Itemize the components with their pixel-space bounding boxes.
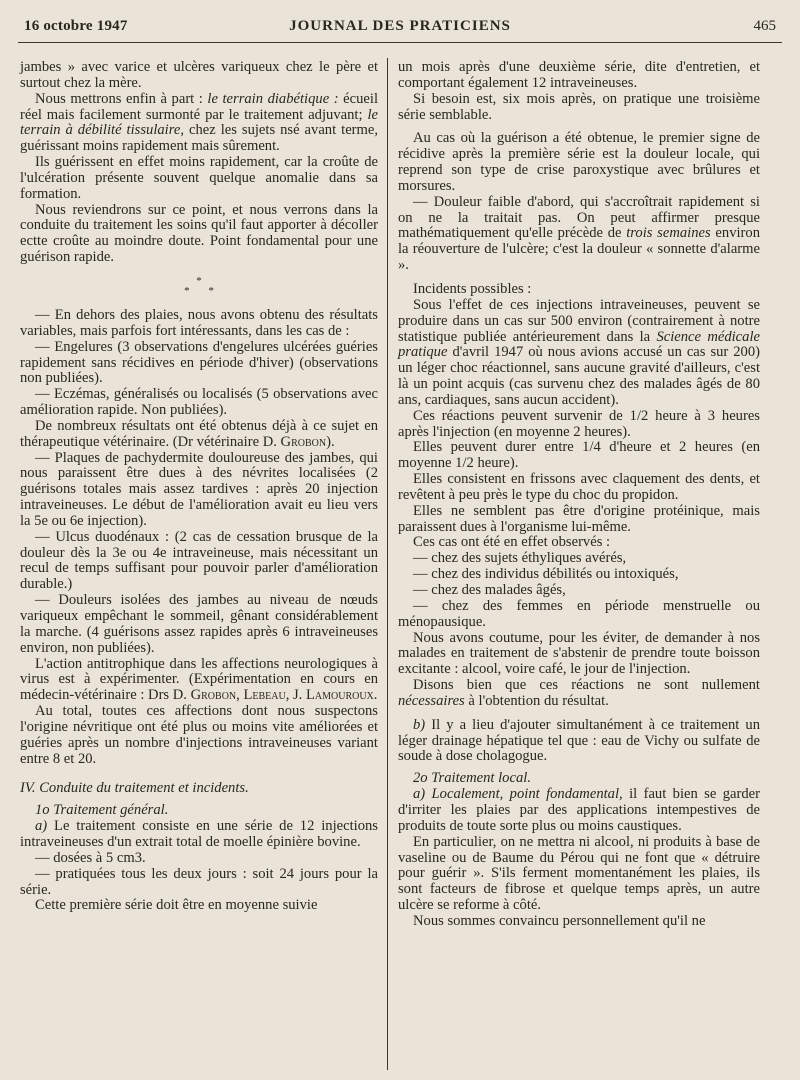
paragraph: — Plaques de pachydermite douloureuse des jambes, qui nous paraissent être dues à des névrites localisées (2 guérisons totales mais assez tardives : après 20 injection intraveineuses. Le début de l'amélioration avait eu lieu vers la 5e ou 6e injection). — [20, 449, 378, 529]
column-divider — [387, 58, 388, 1070]
paragraph: a) Le traitement consiste en une série de 12 injections intraveineuses d'un extrait total de moelle épinière bovine. — [20, 818, 378, 850]
paragraph: — Douleur faible d'abord, qui s'accroîtrait rapidement si on ne la traitait pas. On peut affirmer presque mathématiquement qu'elle précède de trois semaines environ la réouverture de l'ulcère; c'est la douleur « sonnette d'alarme ». — [398, 193, 761, 274]
header-date: 16 octobre 1947 — [24, 18, 128, 34]
list-item: — chez des individus débilités ou intoxiqués, — [413, 566, 679, 583]
paragraph: Nous sommes convaincu personnellement qu'il ne — [413, 912, 706, 929]
subsection-heading: 2o Traitement local. — [413, 770, 531, 787]
paragraph: — En dehors des plaies, nous avons obtenu des résultats variables, mais parfois fort intéressants, dans les cas de : — [20, 306, 378, 339]
paragraph: a) Localement, point fondamental, il faut bien se garder d'irriter les plaies par des applications intempestives de produits de toute sorte plus ou moins caustiques. — [398, 786, 760, 834]
paragraph: — Ulcus duodénaux : (2 cas de cessation brusque de la douleur dès la 3e ou 4e intraveineuse, mais nécessitant un recul de temps suffisant pour pouvoir parler d'amélioration durable.) — [20, 528, 378, 593]
page-header — [18, 14, 782, 40]
paragraph: — Engelures (3 observations d'engelures ulcérées guéries rapidement sans récidives en période d'hiver) (observations non publiées). — [20, 338, 378, 387]
paragraph: Sous l'effet de ces injections intraveineuses, peuvent se produire dans un cas sur 500 environ (contrairement à notre statistique publiée antérieurement dans la Science médicale pratique d'avril 1947 où nous avions accusé un cas sur 200) un léger choc réactionnel, sans aucune gravité d'ailleurs, c'est là un point acquis (cas survenu chez des malades âgés de 80 ans, cardiaques, sans aucun accident). — [398, 296, 760, 408]
paragraph: En particulier, on ne mettra ni alcool, ni produits à base de vaseline ou de Baume du Pérou qui ne font que « détruire pour guérir ». S'ils ferment momentanément les plaies, ils sont facteurs de fibrose et quelque temps après, un autre ulcère se reforme à côté. — [398, 833, 760, 914]
paragraph: — Douleurs isolées des jambes au niveau de nœuds variqueux empêchant le sommeil, gênant considérablement la marche. (4 guérisons assez rapides après 6 intraveineuses environ, non publiées). — [20, 592, 378, 656]
paragraph: — pratiquées tous les deux jours : soit 24 jours pour la série. — [20, 865, 378, 898]
paragraph: Nous reviendrons sur ce point, et nous verrons dans la conduite du traitement les soins qu'il faut apporter à décoller ectte croûte au moindre doute. Point fondamental pour une guérison rapide. — [20, 201, 378, 266]
paragraph: Elles peuvent durer entre 1/4 d'heure et 2 heures (en moyenne 1/2 heure). — [398, 439, 760, 472]
list-item: — chez des femmes en période menstruelle ou ménopausique. — [398, 597, 760, 630]
paragraph: Ces réactions peuvent survenir de 1/2 heure à 3 heures après l'injection (en moyenne 2 heures). — [398, 407, 760, 440]
paragraph: — Eczémas, généralisés ou localisés (5 observations avec amélioration rapide. Non publiées). — [20, 386, 378, 419]
paragraph: Cette première série doit être en moyenne suivie — [35, 897, 318, 914]
paragraph: Ils guérissent en effet moins rapidement, car la croûte de l'ulcération présente souvent quelque anomalie dans sa formation. — [20, 154, 378, 202]
paragraph: b) Il y a lieu d'ajouter simultanément à ce traitement un léger drainage hépatique tel que : eau de Vichy ou sulfate de soude à dose cholagogue. — [398, 716, 760, 765]
header-page-number: 465 — [753, 18, 776, 34]
paragraph: un mois après d'une deuxième série, dite d'entretien, et comportant également 12 intraveineuses. — [398, 59, 760, 91]
subsection-heading: 1o Traitement général. — [35, 802, 169, 819]
paragraph: Ces cas ont été en effet observés : — [413, 534, 611, 551]
right-column — [398, 60, 760, 930]
section-heading: IV. Conduite du traitement et incidents. — [20, 780, 249, 797]
list-item: — chez des sujets éthyliques avérés, — [413, 550, 627, 567]
paragraph: Elles consistent en frissons avec claquement des dents, et revêtent à peu près le type du choc du propidon. — [398, 471, 760, 503]
paragraph: Nous mettrons enfin à part : le terrain diabétique : écueil réel mais facilement surmonté par le traitement adjuvant; le terrain à débilité tissulaire, chez les sujets nsé avant terme, guérissant moins rapidement mais sûrement. — [20, 90, 379, 155]
paragraph: Si besoin est, six mois après, on pratique une troisième série semblable. — [398, 90, 760, 123]
paragraph: De nombreux résultats ont été obtenus déjà à ce sujet en thérapeutique vétérinaire. (Dr vétérinaire D. Grobon). — [20, 417, 378, 450]
paragraph: L'action antitrophique dans les affections neurologiques à virus est à expérimenter. (Expérimentation en cours en médecin-vétérinaire : Drs D. Grobon, Lebeau, J. Lamouroux. — [20, 655, 378, 704]
section-separator-stars: * * * — [184, 274, 222, 297]
paragraph: Au total, toutes ces affections dont nous suspectons l'origine névritique ont été plus ou moins vite améliorées et guéries après un nombre d'injections intraveineuses variant entre 8 et 20. — [20, 703, 378, 767]
header-journal-title: JOURNAL DES PRATICIENS — [289, 18, 511, 34]
paragraph: Disons bien que ces réactions ne sont nullement nécessaires à l'obtention du résultat. — [398, 677, 760, 709]
paragraph: — dosées à 5 cm3. — [35, 849, 146, 866]
left-column — [20, 60, 378, 914]
paragraph: Au cas où la guérison a été obtenue, le premier signe de récidive après la première série est la douleur locale, qui reprend son type de crise paroxystique avec brûlures et morsures. — [398, 130, 760, 194]
list-item: — chez des malades âgés, — [413, 582, 566, 598]
paragraph: jambes » avec varice et ulcères variqueux chez le père et surtout chez la mère. — [20, 59, 378, 91]
paragraph: Elles ne semblent pas être d'origine protéinique, mais paraissent dues à l'organisme lui-même. — [398, 502, 760, 535]
paragraph: Nous avons coutume, pour les éviter, de demander à nos malades en traitement de s'abstenir de prendre toute boisson excitante : alcool, voire café, le jour de l'injection. — [398, 629, 760, 678]
header-rule — [18, 42, 782, 43]
paragraph: Incidents possibles : — [413, 280, 532, 297]
